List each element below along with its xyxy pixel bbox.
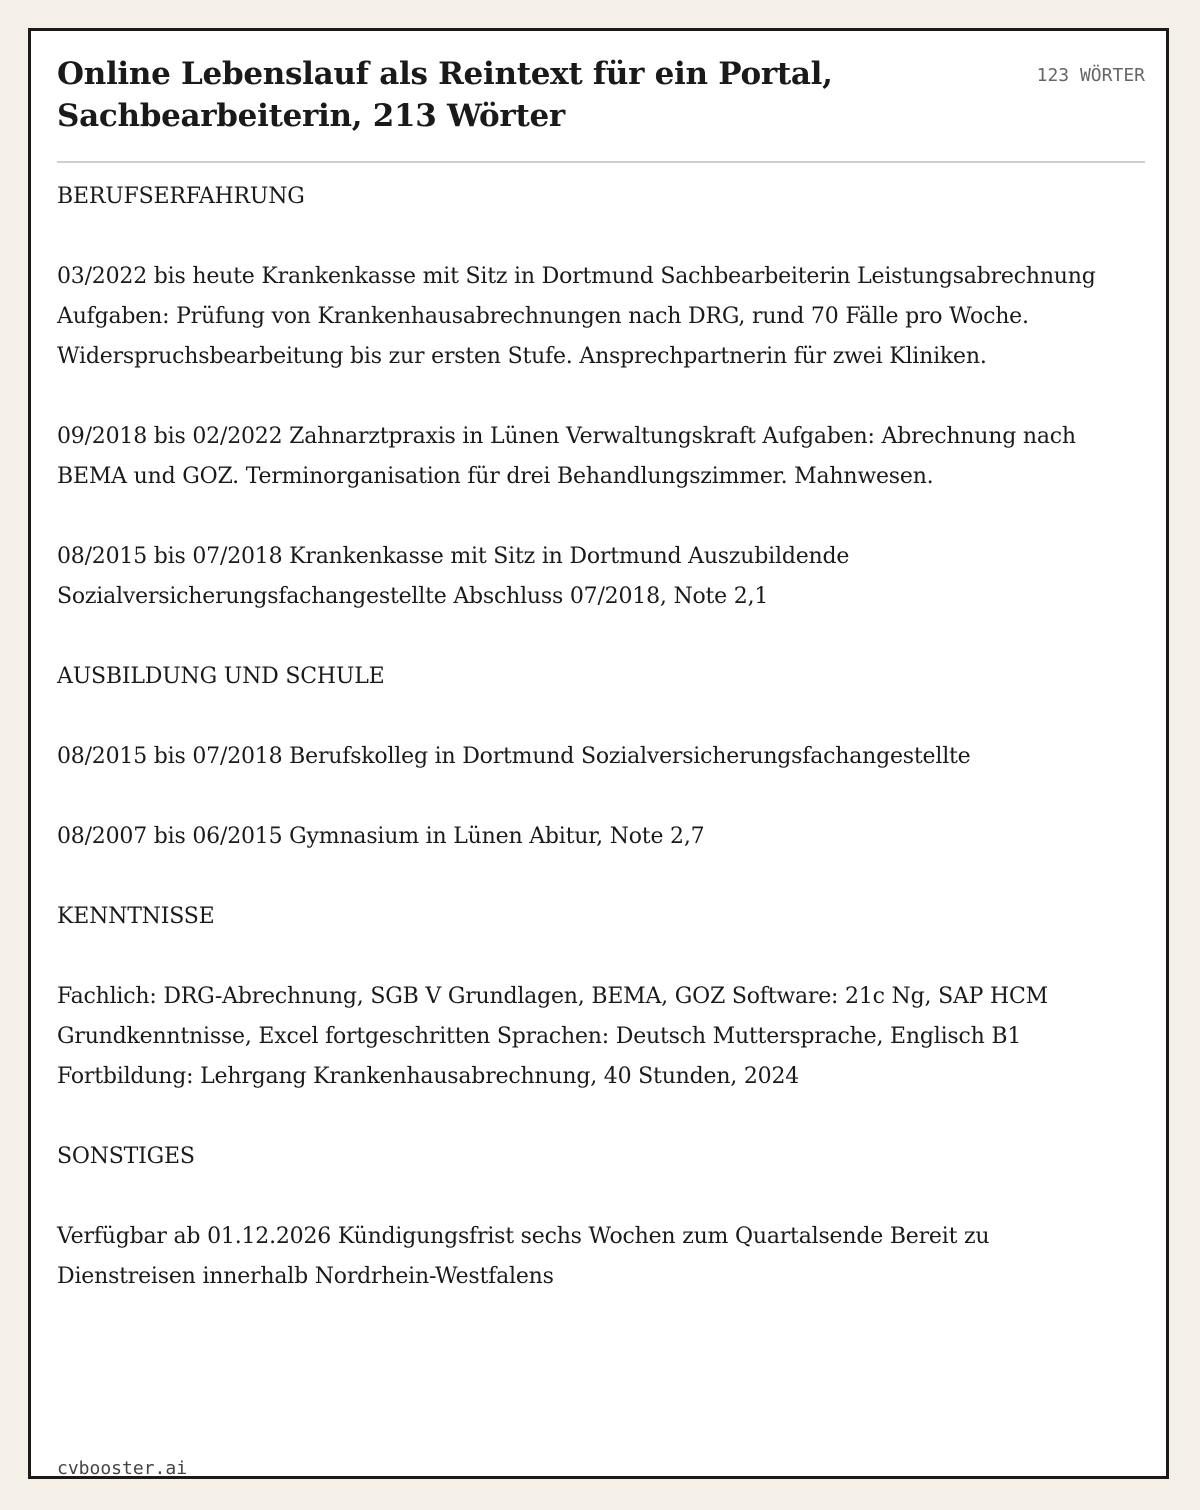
section-heading: AUSBILDUNG UND SCHULE	[57, 664, 385, 689]
word-count-badge: 123 WÖRTER	[1036, 65, 1145, 86]
education-entry: 08/2015 bis 07/2018 Berufskolleg in Dortmund Sozialversicherungsfachangestellte	[57, 744, 971, 769]
experience-entry: 09/2018 bis 02/2022 Zahnarztpraxis in Lünen Verwaltungskraft Aufgaben: Abrechnung nach BEMA und GOZ. Terminorganisation für drei Behandlungszimmer. Mahnwesen.	[57, 424, 1076, 489]
footer-brand: cvbooster.ai	[57, 1458, 188, 1479]
misc-entry: Verfügbar ab 01.12.2026 Kündigungsfrist sechs Wochen zum Quartalsende Bereit zu Dienstreisen innerhalb Nordrhein-Westfalens	[57, 1224, 990, 1289]
experience-entry: 03/2022 bis heute Krankenkasse mit Sitz in Dortmund Sachbearbeiterin Leistungsabrechnung Aufgaben: Prüfung von Krankenhausabrechnungen nach DRG, rund 70 Fälle pro Woche. Widerspruchsbearbeitung bis zur ersten Stufe. Ansprechpartnerin für zwei Kliniken.	[57, 264, 1096, 369]
document-header	[57, 53, 1145, 163]
experience-entry: 08/2015 bis 07/2018 Krankenkasse mit Sitz in Dortmund Auszubildende Sozialversicherungsfachangestellte Abschluss 07/2018, Note 2,1	[57, 544, 850, 609]
document-body	[57, 177, 1117, 1337]
skills-entry: Fachlich: DRG-Abrechnung, SGB V Grundlagen, BEMA, GOZ Software: 21c Ng, SAP HCM Grundkenntnisse, Excel fortgeschritten Sprachen: Deutsch Muttersprache, Englisch B1 Fortbildung: Lehrgang Krankenhausabrechnung, 40 Stunden, 2024	[57, 984, 1048, 1089]
document-title: Online Lebenslauf als Reintext für ein Portal, Sachbearbeiterin, 213 Wörter	[57, 56, 833, 134]
section-heading: SONSTIGES	[57, 1144, 195, 1169]
document-card	[28, 28, 1169, 1479]
section-heading: BERUFSERFAHRUNG	[57, 184, 305, 209]
section-heading: KENNTNISSE	[57, 904, 215, 929]
education-entry: 08/2007 bis 06/2015 Gymnasium in Lünen Abitur, Note 2,7	[57, 824, 705, 849]
